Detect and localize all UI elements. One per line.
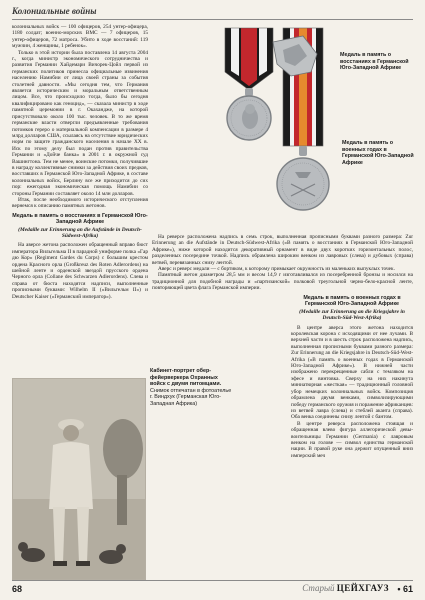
text-column-middle xyxy=(152,234,413,292)
paragraph: Памятный жетон диаметром 28,5 мм и весом 14,9 г изготавливался из посеребренной бронзы и носился на традиционной для подобной награды и «партизанской» полковой треугольной черно-бело-красной ленте, повторяющей цвета флага Германской империи. xyxy=(152,272,413,292)
caption-portrait-body: Снимок отпечатан в фотоателье г. Виндхук (Германская Юго-Западная Африка) xyxy=(150,387,232,407)
magazine-logo-italic: Старый xyxy=(302,583,335,593)
medal-subheading-german: (Medaille zur Erinnerung an die Kriegsjahre in Deutsch-Süd-West-Afrika) xyxy=(299,308,405,322)
footer-rule xyxy=(12,580,413,581)
caption-medal-1: Медаль в память о восстаниях в Германской Юго-Западной Африке xyxy=(340,52,409,72)
medal2-ribbon xyxy=(273,28,323,146)
medal2-disc xyxy=(277,146,329,210)
paragraph: Аверс и реверс медали — с бортиком, к которому примыкает окружность из маленьких выпуклых точек. xyxy=(158,266,395,273)
caption-portrait-title: Кабинет-портрет обер-фейерверкера Охранных войск с двумя питомцами. xyxy=(150,368,222,388)
page-header xyxy=(12,6,413,20)
paragraph: колониальных войск — 100 офицеров, 254 унтер-офицера, 1180 солдат; военно-морских ВМС — 7 офицеров, 15 унтер-офицеров, 72 матроса. Убито в ходе восстаний: 119 мужчин, 4 женщины, 1 ребенок». xyxy=(12,24,148,50)
caption-medal-2: Медаль в память о военных годах в Германской Юго-Западной Африке xyxy=(342,140,414,166)
section-title: Колониальные войны xyxy=(12,6,97,16)
paragraph: На реверсе расположена надпись в семь строк, выполненная прописными буквами разного размера: Zur Erinnerung an die Aufstände in Deutsch-Südwest-Afrika («В память о восстаниях в Германской Юго-Западной Африке»), ниже которой находится декоративный орнамент в виде двух коротких горизонтальных полос, разделенных посередине точкой. Надпись обрамлена широким венком из лавровых (слева) и дубовых (справа) ветвей, перевязанных снизу лентой. xyxy=(152,234,413,266)
medal-subheading-german: (Medaille zur Erinnerung an die Aufstände in Deutsch-Südwest-Afrika) xyxy=(18,226,142,239)
magazine-logo-bold: ЦЕЙХГАУЗ xyxy=(336,583,389,593)
page-number-left: 68 xyxy=(12,584,23,594)
medal-subheading: Медаль в память о восстаниях в Германской Юго-Западной Африке xyxy=(12,212,148,226)
caption-portrait xyxy=(150,368,232,408)
medals-photo xyxy=(195,24,345,234)
paragraph: На аверсе жетона расположен обращенный вправо бюст императора Вильгельма II в парадной униформе полка «Гар дю Кор» (Regiment Gardes du Corps) с большим крестом ордена Красного орла (Großkreuz des Roten Adlerordens) на шейной ленте и орденской звездой прусского ордена Черного орла (Collane des Schwarzen Adlerordens). Слева и справа от бюста находятся надписи, выполненные прописными буквами: Wilhelm II («Вильгельм II») и Deutscher Kaiser («Германский император»). xyxy=(12,242,148,300)
portrait-photo xyxy=(12,378,146,580)
medal1-disc xyxy=(227,88,271,140)
paragraph: Только в этой истории была поставлена 14 августа 2004 г., когда министр экономического сотрудничества и развития Германии Хайдемари Вичорек-Цойл первой из германских политиков принесла официальные извинения населению Намибии от лица своей страны за события столетней давности. «Мы сегодня тем, что Германия является историческим и моральным ответственным лицом. Все, что происходило тогда, было бы сегодня квалифицировано как геноцид», — сказала министр в ходе памятной церемонии в г. Окахандже, на которой присутствовало около 100 тыс. человек. В то же время германские власти отвергли предъявленные требования потомков гереро о материальной компенсации в размере 4 млрд долларов США, ссылаясь на отсутствие юридических норм по защите гражданского населения в начале XX в. Иск по этому делу был подан против правительства Германии и «Дойче банка» в 2001 г. в окружной суд Вашингтона. Тем не менее, воинские потомки, получившие в награду коллективные снимки за действия своих предков, восставших в Германской Юго-Западной Африке, в составе колониальных войск, Берлину все же приходится до сих пор: ежегодная экономическая помощь Намибии со стороны Германии составляет около 14 млн долларов. xyxy=(12,49,148,197)
paragraph: Итак, после необходимого исторического отступления вернемся к описанию памятных жетонов. xyxy=(12,196,148,210)
medal1-ribbon xyxy=(225,28,273,90)
paragraph: В центре аверса этого жетона находится королевская корона с исходящими от нее лучами. В верхней части и в шесть строк расположена надпись, выполненная прописными буквами разного размера: Zur Erinnerung an die Kriegsjahre in Deutsch-Süd-West-Afrika («В память о военных годах в Германской Юго-Западной Африке»). В нижней части изображено перекрещенные сабли с темляком на эфесе и винтовка. Сверху на них накинута миниатюрная «жесткая» — традиционный головной убор немецких колониальных войск. Композиция обрамлена двумя венками, символизирующими победу германского оружия и поражение африканцев: из ветвей лавра (слева) и стеблей аканта (справа). Оба венка соединены снизу лентой с бантом. xyxy=(291,324,413,421)
magazine-logo xyxy=(302,583,389,593)
medal-subheading: Медаль в память о военных годах в Германской Юго-Западной Африке xyxy=(303,295,401,308)
medals-illustration xyxy=(195,24,345,234)
portrait-illustration xyxy=(13,379,146,580)
paragraph: В центре реверса расположена стоящая и обращенная влево фигура аллегорической девы-воительницы Германии (Germania) с лавровым венком на голове — символ единства германской нации. В правой руке она держит опущенный вниз имперский меч xyxy=(291,420,413,459)
text-column-right xyxy=(291,292,413,459)
text-column-left xyxy=(12,24,148,300)
page-number-right: • 61 xyxy=(397,584,413,594)
